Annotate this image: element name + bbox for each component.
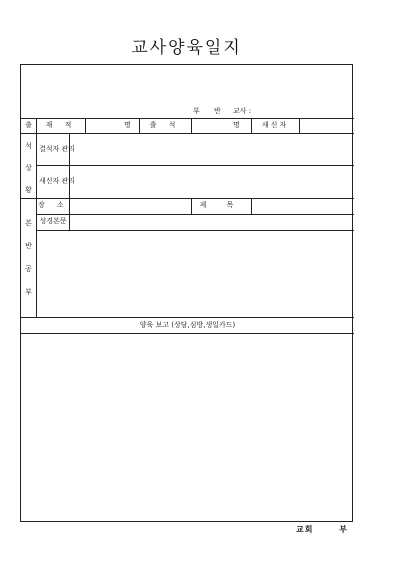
teacher-label: 교사 :	[233, 107, 252, 115]
rule-subject-value-sep	[251, 198, 252, 214]
journal-form	[20, 64, 353, 522]
rule-report-header	[21, 333, 354, 334]
rule-place-row	[36, 214, 354, 215]
attendance-section-char: 출	[25, 121, 32, 129]
absentee-mgmt-label: 결석자 관리	[39, 145, 76, 153]
rule-absentee	[36, 165, 354, 166]
present-unit: 명	[233, 121, 240, 129]
report-label: 양육 보고 (상담,심방,생일카드)	[139, 321, 236, 329]
rule-scripture-row	[36, 230, 354, 231]
enrolled-label: 재 적	[45, 121, 77, 129]
rule-attendance-row	[21, 133, 354, 134]
attendance-section-char: 황	[25, 186, 32, 194]
rule-newcomer-sep	[251, 118, 252, 133]
rule-subject-sep	[191, 198, 192, 214]
rule-present-count-sep	[191, 118, 192, 133]
lesson-section-char: 부	[25, 288, 32, 296]
lesson-section-char: 반	[25, 242, 32, 250]
enrolled-unit: 명	[124, 121, 131, 129]
newcomer-label: 새신자	[261, 121, 289, 129]
rule-attendance-bottom	[21, 198, 354, 199]
scripture-label: 성경본문	[39, 217, 67, 225]
rule-header-bottom	[21, 118, 354, 119]
lesson-section-char: 공	[25, 265, 32, 273]
lesson-section-char: 본	[25, 219, 32, 227]
rule-newcomer-count-sep	[299, 118, 300, 133]
present-label: 출 석	[149, 121, 181, 129]
place-label: 장 소	[38, 201, 69, 209]
rule-lesson-bottom	[21, 317, 354, 318]
rule-present-sep	[139, 118, 140, 133]
attendance-section-char: 상	[25, 164, 32, 172]
rule-enrolled-sep	[85, 118, 86, 133]
dept-label: 부 반	[193, 107, 227, 115]
newcomer-mgmt-label: 새신자 관리	[39, 177, 76, 185]
document-title: 교사양육일지	[131, 38, 242, 58]
subject-label: 제 목	[199, 201, 243, 209]
footer-church-dept: 교회 부	[296, 525, 348, 534]
attendance-section-char: 석	[25, 142, 32, 150]
